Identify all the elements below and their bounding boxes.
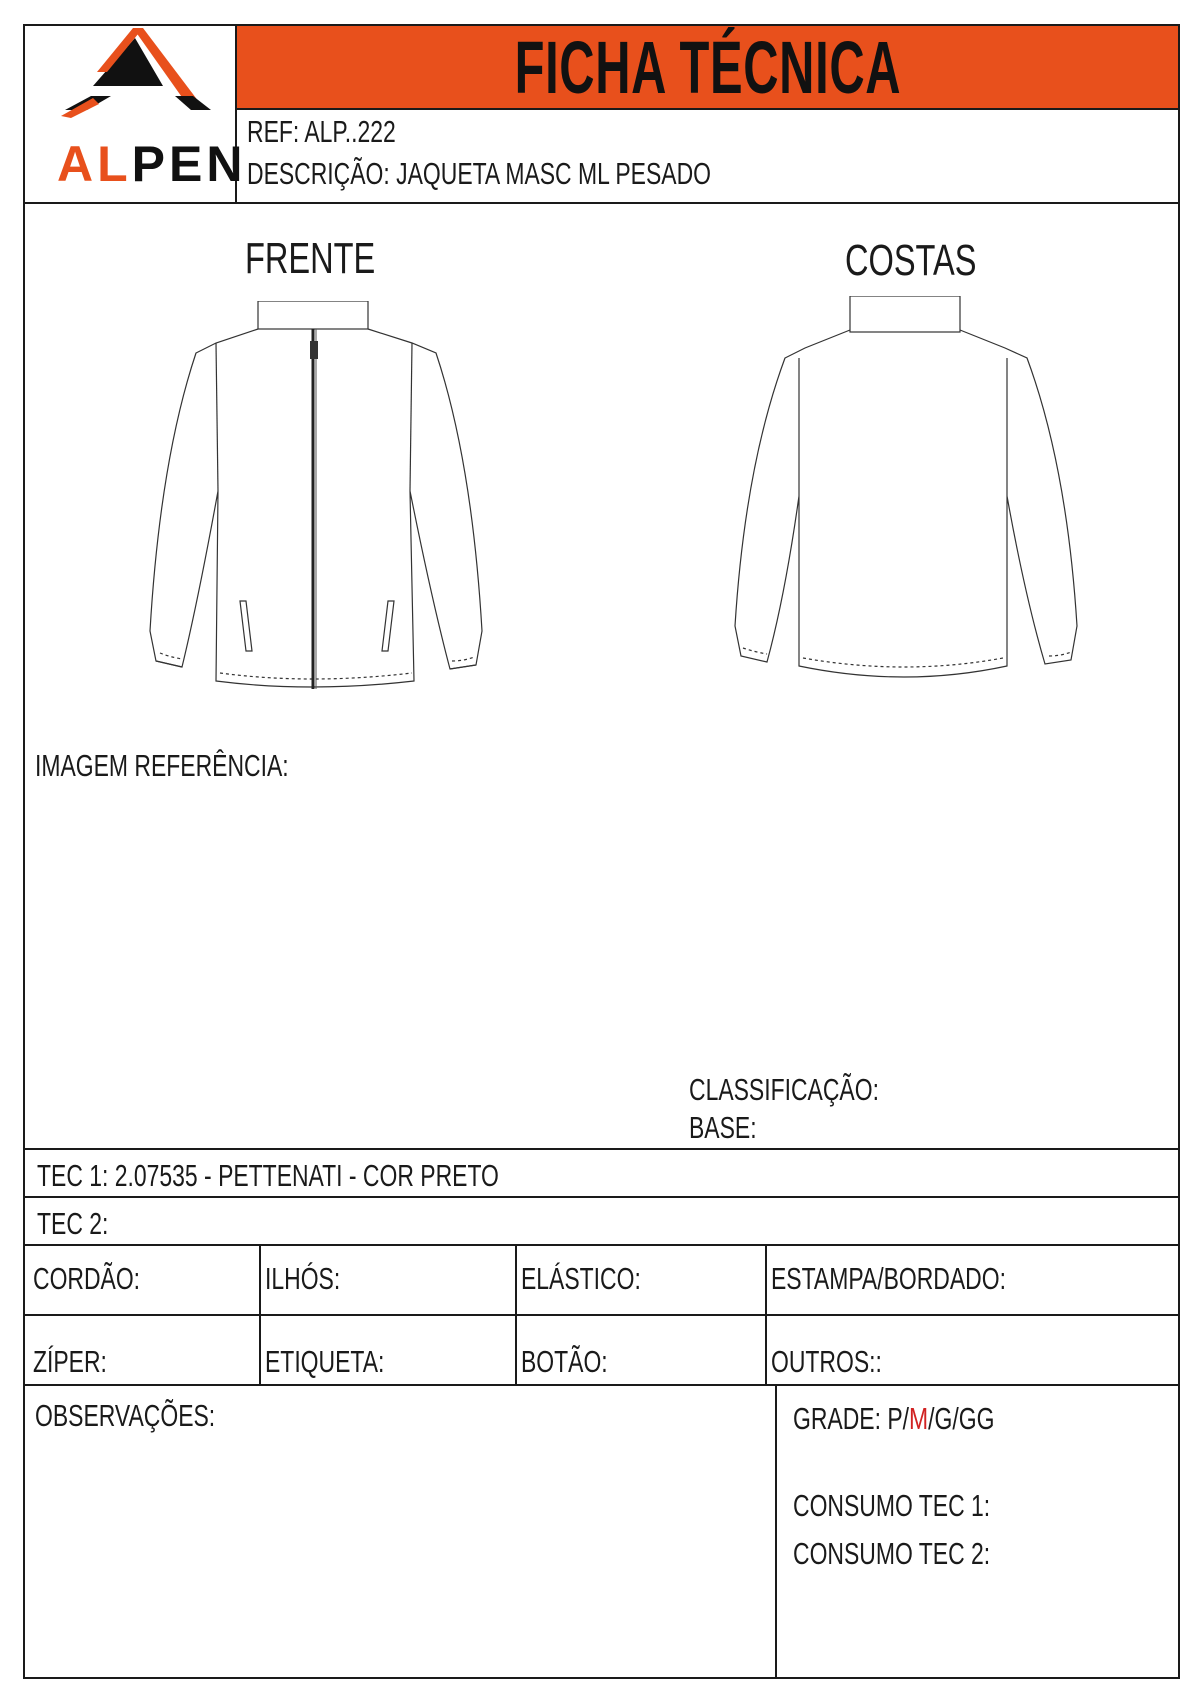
description-line bbox=[247, 156, 874, 192]
divider-tec1-tec2 bbox=[25, 1196, 1178, 1198]
divider-trims-top bbox=[25, 1244, 1178, 1246]
logo-wordmark bbox=[57, 136, 246, 192]
jacket-front-sketch bbox=[120, 301, 500, 731]
back-view-label bbox=[845, 236, 1023, 286]
title-bar bbox=[237, 26, 1178, 110]
document-title: FICHA TÉCNICA bbox=[514, 26, 901, 109]
trim-botao bbox=[521, 1344, 638, 1380]
consumo-tec1 bbox=[793, 1488, 1059, 1524]
classification-text: CLASSIFICAÇÃO: bbox=[689, 1072, 879, 1107]
front-view-label bbox=[245, 234, 421, 284]
observations-text: OBSERVAÇÕES: bbox=[35, 1398, 216, 1433]
grade-line bbox=[793, 1401, 1065, 1437]
grade-size-p: P bbox=[887, 1401, 903, 1436]
trim-cordao-text: CORDÃO: bbox=[33, 1261, 141, 1296]
reference-image-text: IMAGEM REFERÊNCIA: bbox=[35, 748, 289, 783]
trim-cordao bbox=[33, 1261, 178, 1297]
front-label-text: FRENTE bbox=[245, 234, 376, 283]
trim-botao-text: BOTÃO: bbox=[521, 1344, 608, 1379]
ref-text: REF: ALP..222 bbox=[247, 114, 396, 149]
description-text: DESCRIÇÃO: JAQUETA MASC ML PESADO bbox=[247, 156, 711, 191]
trim-estampa bbox=[771, 1261, 1089, 1297]
consumo-tec2 bbox=[793, 1536, 1059, 1572]
classification-label bbox=[689, 1072, 946, 1108]
grade-size-m-selected: M bbox=[909, 1401, 929, 1436]
trim-ziper bbox=[33, 1344, 133, 1380]
trim-elastico-text: ELÁSTICO: bbox=[521, 1261, 641, 1296]
grade-size-gg: GG bbox=[958, 1401, 995, 1436]
trim-outros bbox=[771, 1344, 921, 1380]
trim-ilhos bbox=[265, 1261, 367, 1297]
jacket-back-sketch bbox=[715, 296, 1095, 716]
consumo-tec2-text: CONSUMO TEC 2: bbox=[793, 1536, 991, 1571]
trim-ziper-text: ZÍPER: bbox=[33, 1344, 107, 1379]
trim-ilhos-text: ILHÓS: bbox=[265, 1261, 341, 1296]
logo-text-rest: PEN bbox=[131, 136, 247, 192]
header-divider bbox=[25, 202, 1178, 204]
grade-label: GRADE: bbox=[793, 1401, 888, 1436]
base-label bbox=[689, 1110, 780, 1146]
trim-estampa-text: ESTAMPA/BORDADO: bbox=[771, 1261, 1006, 1296]
logo-text-accent: AL bbox=[57, 136, 132, 192]
base-text: BASE: bbox=[689, 1110, 757, 1145]
logo-cell bbox=[25, 26, 247, 204]
trim-elastico bbox=[521, 1261, 683, 1297]
consumo-tec1-text: CONSUMO TEC 1: bbox=[793, 1488, 991, 1523]
fabric-tec1 bbox=[37, 1158, 661, 1194]
divider-trims-bottom bbox=[25, 1384, 1178, 1386]
grade-size-g: G bbox=[934, 1401, 953, 1436]
tech-sheet bbox=[23, 24, 1180, 1679]
ref-line bbox=[247, 114, 448, 150]
grade-text: GRADE: P/M/G/GG bbox=[793, 1401, 995, 1436]
trim-outros-text: OUTROS:: bbox=[771, 1344, 882, 1379]
fabric-tec2 bbox=[37, 1206, 133, 1242]
alpen-mountain-logo-icon bbox=[25, 26, 237, 136]
reference-image-label bbox=[35, 748, 378, 784]
divider-fabric-top bbox=[25, 1148, 1178, 1150]
fabric-tec2-text: TEC 2: bbox=[37, 1206, 109, 1241]
trim-etiqueta-text: ETIQUETA: bbox=[265, 1344, 385, 1379]
trim-etiqueta bbox=[265, 1344, 426, 1380]
footer-divider bbox=[775, 1384, 777, 1679]
back-label-text: COSTAS bbox=[845, 236, 977, 285]
observations-label bbox=[35, 1398, 279, 1434]
fabric-tec1-text: TEC 1: 2.07535 - PETTENATI - COR PRETO bbox=[37, 1158, 499, 1193]
divider-trims-mid bbox=[25, 1314, 1178, 1316]
